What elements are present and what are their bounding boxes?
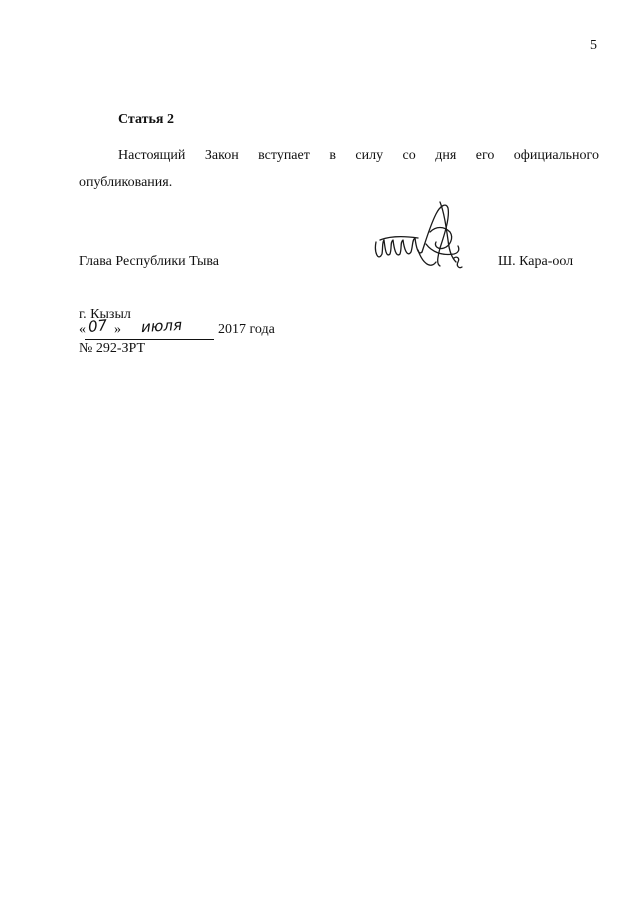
word: дня [435,148,457,163]
law-number: № 292-ЗРТ [79,341,146,356]
handwritten-signature-icon [370,196,470,278]
signer-title: Глава Республики Тыва [79,254,220,269]
date-month-handwritten: июля [140,315,183,337]
quote-open: « [79,322,86,337]
signing-date [79,315,339,342]
word: силу [355,148,384,163]
word: в [329,148,336,163]
word: Настоящий [118,148,186,163]
article-paragraph-line2: опубликования. [79,175,173,190]
date-day-handwritten: 07 [87,316,108,336]
page-number: 5 [590,38,597,53]
article-title: Статья 2 [118,112,174,127]
date-year: 2017 года [218,322,275,337]
word: со [402,148,416,163]
word: вступает [258,148,310,163]
quote-close: » [114,322,121,337]
word: Закон [204,148,239,163]
article-paragraph-line1 [118,148,599,164]
word: официального [513,148,599,163]
date-underline [85,339,214,340]
city: г. Кызыл [79,307,131,322]
signer-name: Ш. Кара-оол [498,254,574,269]
word: его [475,148,495,163]
